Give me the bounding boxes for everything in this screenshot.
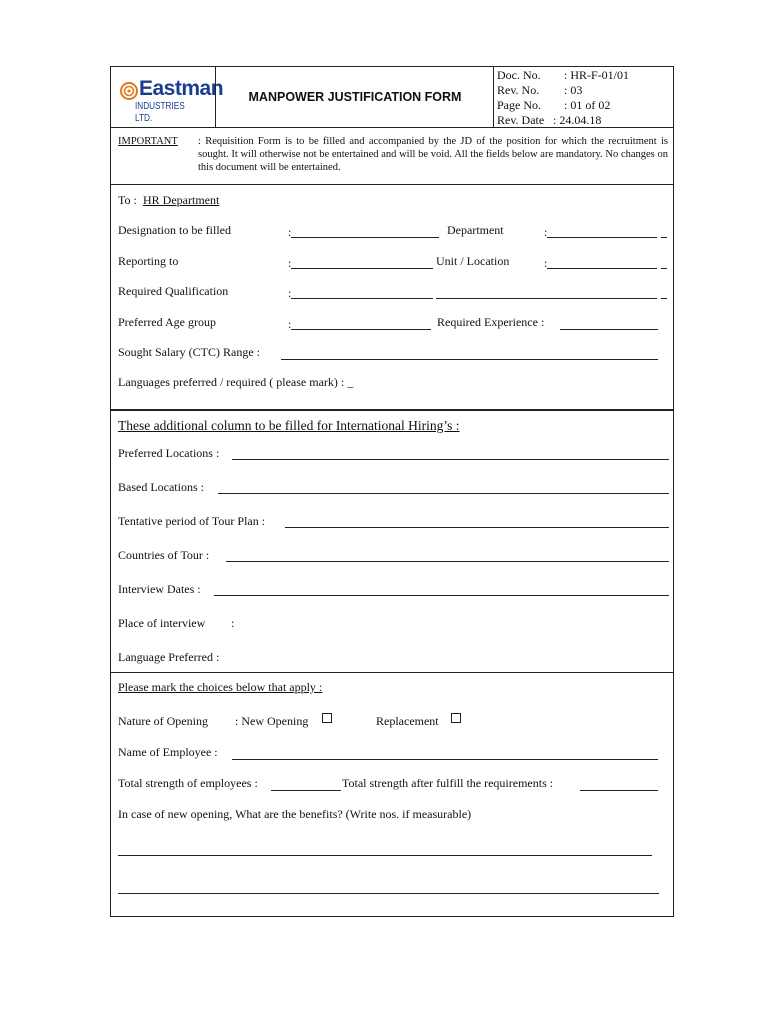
department-field-end — [661, 237, 667, 238]
experience-label: Required Experience : — [437, 315, 545, 329]
form-frame — [110, 66, 674, 917]
rev-no-value: : 03 — [564, 83, 583, 97]
header-divider-1 — [215, 67, 216, 127]
qualification-field-end — [661, 298, 667, 299]
page-no-value: : 01 of 02 — [564, 98, 611, 112]
preferred-locations-label: Preferred Locations : — [118, 446, 220, 460]
to-department: HR Department — [143, 193, 220, 207]
salary-field[interactable] — [281, 359, 658, 360]
company-logo — [119, 77, 224, 124]
benefits-line-1[interactable] — [118, 855, 652, 856]
replacement-checkbox[interactable] — [451, 713, 461, 723]
interview-dates-label: Interview Dates : — [118, 582, 201, 596]
employee-name-field[interactable] — [232, 759, 658, 760]
new-opening-checkbox[interactable] — [322, 713, 332, 723]
qualification-label: Required Qualification — [118, 284, 229, 298]
place-of-interview-label: Place of interview — [118, 616, 206, 630]
languages-label: Languages preferred / required ( please mark) : _ — [118, 375, 354, 389]
total-after-field[interactable] — [580, 790, 658, 791]
important-notice — [118, 135, 668, 174]
logo-brand: Eastman — [139, 77, 224, 100]
total-strength-label: Total strength of employees : — [118, 776, 258, 790]
important-label: IMPORTANT — [118, 136, 178, 147]
department-label: Department — [447, 223, 504, 237]
countries-label: Countries of Tour : — [118, 548, 210, 562]
department-field[interactable] — [547, 237, 657, 238]
total-strength-field[interactable] — [271, 790, 341, 791]
designation-field[interactable] — [291, 237, 439, 238]
salary-label: Sought Salary (CTC) Range : — [118, 345, 260, 359]
doc-no-value: : HR-F-01/01 — [564, 68, 630, 82]
place-of-interview-colon: : — [231, 616, 235, 630]
reporting-field[interactable] — [291, 268, 433, 269]
colon: : — [288, 286, 292, 300]
colon: : — [544, 256, 548, 270]
divider — [111, 672, 673, 673]
employee-name-label: Name of Employee : — [118, 745, 218, 759]
new-opening-label: : New Opening — [235, 714, 309, 728]
colon: : — [288, 317, 292, 331]
important-text: : Requisition Form is to be filled and accompanied by the JD of the position for which the recruitment is sought. It will otherwise not be entertained and will be void. All the fields below are mandatory. No changes on this document will be entertained. — [198, 136, 668, 173]
based-locations-field[interactable] — [218, 493, 669, 494]
replacement-label: Replacement — [376, 714, 439, 728]
nature-of-opening-label: Nature of Opening — [118, 714, 208, 728]
rev-date-value: : 24.04.18 — [553, 113, 602, 127]
experience-field[interactable] — [560, 329, 658, 330]
form-title: MANPOWER JUSTIFICATION FORM — [248, 90, 462, 104]
reporting-label: Reporting to — [118, 254, 179, 268]
qualification-field-2[interactable] — [436, 298, 657, 299]
divider — [111, 409, 673, 411]
header-divider-2 — [493, 67, 494, 127]
to-label: To : — [118, 193, 137, 207]
benefits-label: In case of new opening, What are the benefits? (Write nos. if measurable) — [118, 807, 472, 821]
preferred-locations-field[interactable] — [232, 459, 669, 460]
age-group-field[interactable] — [291, 329, 431, 330]
divider — [111, 127, 673, 128]
countries-field[interactable] — [226, 561, 669, 562]
divider — [111, 184, 673, 185]
based-locations-label: Based Locations : — [118, 480, 204, 494]
rev-no-label: Rev. No. — [497, 83, 540, 97]
colon: : — [288, 256, 292, 270]
colon: : — [288, 225, 292, 239]
qualification-field[interactable] — [291, 298, 433, 299]
logo-subtitle: INDUSTRIES LTD. — [135, 101, 185, 124]
designation-label: Designation to be filled — [118, 223, 231, 237]
unit-field-end — [661, 268, 667, 269]
doc-no-label: Doc. No. — [497, 68, 541, 82]
unit-location-field[interactable] — [547, 268, 657, 269]
unit-location-label: Unit / Location — [436, 254, 510, 268]
interview-dates-field[interactable] — [214, 595, 669, 596]
rev-date-label: Rev. Date — [497, 113, 545, 127]
swirl-logo-icon — [119, 79, 141, 103]
age-group-label: Preferred Age group — [118, 315, 216, 329]
colon: : — [544, 225, 548, 239]
international-heading: These additional column to be filled for International Hiring’s : — [118, 418, 460, 433]
page-no-label: Page No. — [497, 98, 541, 112]
total-after-label: Total strength after fulfill the requirements : — [342, 776, 554, 790]
tour-period-label: Tentative period of Tour Plan : — [118, 514, 266, 528]
language-preferred-label: Language Preferred : — [118, 650, 220, 664]
benefits-line-2[interactable] — [118, 893, 659, 894]
tour-period-field[interactable] — [285, 527, 669, 528]
choices-heading: Please mark the choices below that apply : — [118, 680, 323, 694]
